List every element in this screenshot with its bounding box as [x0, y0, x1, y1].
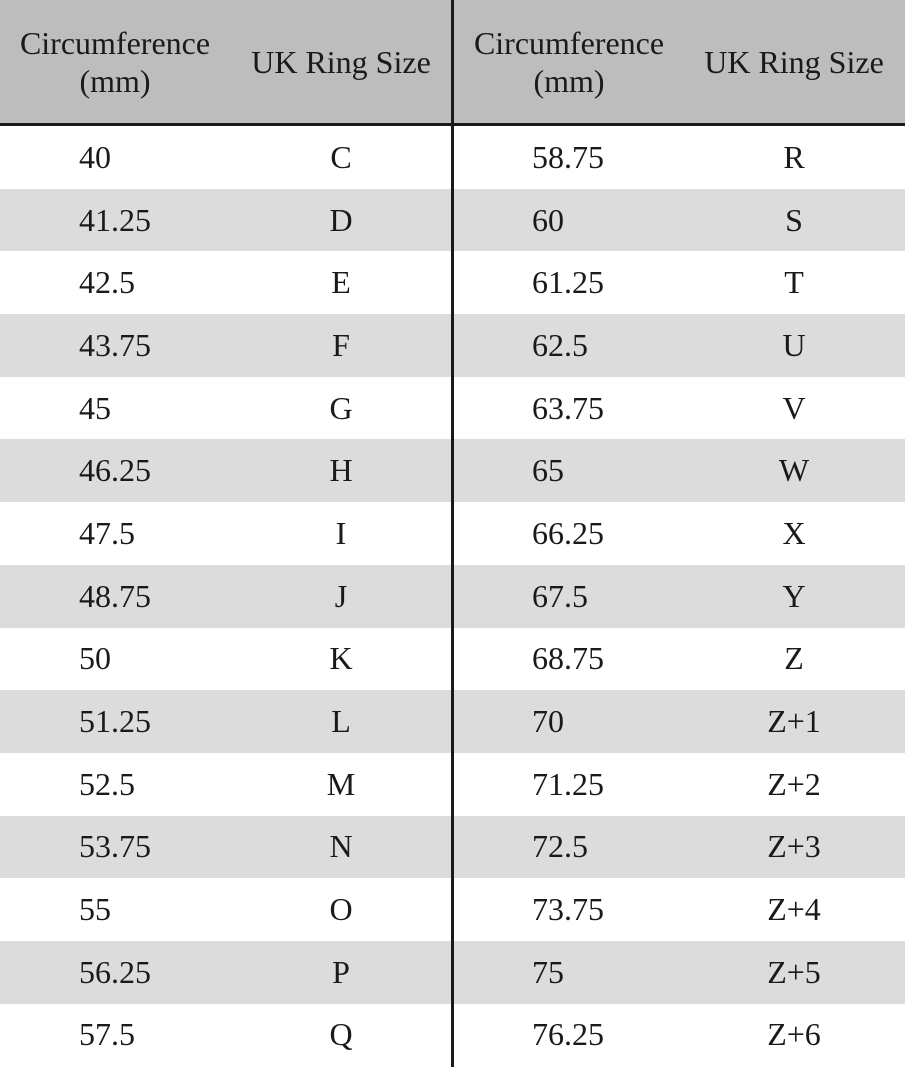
cell-circumference-left: 43.75 [79, 326, 151, 363]
cell-circumference-right: 62.5 [532, 326, 588, 363]
cell-circumference-right: 72.5 [532, 828, 588, 865]
cell-size-right: R [783, 138, 805, 175]
column-divider [451, 0, 454, 1067]
cell-size-left: D [329, 201, 353, 238]
cell-size-left: E [331, 264, 351, 301]
cell-size-left: H [329, 452, 353, 489]
cell-circumference-right: 67.5 [532, 577, 588, 614]
cell-size-right: Y [782, 577, 806, 614]
cell-circumference-left: 40 [79, 138, 111, 175]
cell-circumference-left: 45 [79, 389, 111, 426]
cell-circumference-left: 51.25 [79, 703, 151, 740]
cell-size-right: Z+5 [767, 953, 821, 990]
cell-circumference-left: 42.5 [79, 264, 135, 301]
cell-size-right: Z+2 [767, 765, 821, 802]
cell-size-right: Z+4 [767, 891, 821, 928]
header-circumference-left: Circumference (mm) [19, 24, 211, 99]
cell-circumference-right: 60 [532, 201, 564, 238]
cell-circumference-right: 63.75 [532, 389, 604, 426]
cell-circumference-right: 73.75 [532, 891, 604, 928]
cell-size-left: N [329, 828, 353, 865]
cell-circumference-right: 61.25 [532, 264, 604, 301]
cell-circumference-left: 48.75 [79, 577, 151, 614]
cell-size-right: Z+1 [767, 703, 821, 740]
cell-circumference-right: 58.75 [532, 138, 604, 175]
cell-size-right: Z+6 [767, 1016, 821, 1053]
cell-size-right: V [782, 389, 806, 426]
cell-size-left: F [332, 326, 350, 363]
cell-size-right: X [782, 514, 806, 551]
cell-circumference-left: 47.5 [79, 514, 135, 551]
cell-circumference-right: 76.25 [532, 1016, 604, 1053]
cell-size-right: U [782, 326, 806, 363]
cell-size-left: C [330, 138, 352, 175]
cell-size-left: Q [329, 1016, 353, 1053]
cell-size-right: T [784, 264, 804, 301]
cell-circumference-right: 66.25 [532, 514, 604, 551]
cell-circumference-right: 68.75 [532, 640, 604, 677]
cell-size-right: S [785, 201, 803, 238]
header-uk-ring-size-left: UK Ring Size [251, 43, 431, 80]
cell-size-left: J [334, 577, 348, 614]
cell-circumference-left: 50 [79, 640, 111, 677]
cell-size-left: P [332, 953, 350, 990]
cell-size-left: K [329, 640, 353, 677]
cell-circumference-right: 75 [532, 953, 564, 990]
cell-size-right: Z+3 [767, 828, 821, 865]
cell-circumference-left: 56.25 [79, 953, 151, 990]
cell-size-right: W [778, 452, 810, 489]
cell-circumference-left: 55 [79, 891, 111, 928]
cell-size-left: O [329, 891, 353, 928]
cell-size-left: L [331, 703, 351, 740]
cell-circumference-left: 53.75 [79, 828, 151, 865]
cell-circumference-left: 41.25 [79, 201, 151, 238]
cell-circumference-right: 71.25 [532, 765, 604, 802]
cell-size-left: G [329, 389, 353, 426]
cell-circumference-left: 57.5 [79, 1016, 135, 1053]
cell-size-left: I [335, 514, 347, 551]
cell-size-right: Z [784, 640, 804, 677]
header-circumference-right: Circumference (mm) [473, 24, 665, 99]
cell-size-left: M [326, 765, 356, 802]
cell-circumference-right: 65 [532, 452, 564, 489]
cell-circumference-right: 70 [532, 703, 564, 740]
cell-circumference-left: 52.5 [79, 765, 135, 802]
cell-circumference-left: 46.25 [79, 452, 151, 489]
header-uk-ring-size-right: UK Ring Size [704, 43, 884, 80]
